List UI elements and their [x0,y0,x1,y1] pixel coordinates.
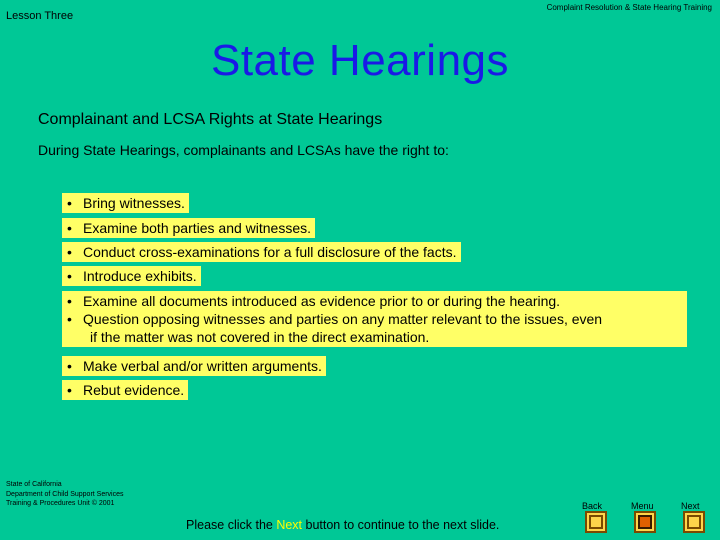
back-button[interactable] [585,511,607,533]
bullet-icon: • [67,220,72,236]
right-text: Question opposing witnesses and parties on any matter relevant to the issues, even [83,311,603,327]
next-icon [687,515,701,529]
right-text: Rebut evidence. [83,382,185,398]
right-item [62,356,326,376]
lesson-label: Lesson Three [6,10,74,22]
back-icon [589,515,603,529]
menu-button[interactable] [634,511,656,533]
bullet-icon: • [67,311,72,327]
right-text: Examine both parties and witnesses. [83,220,312,236]
next-button[interactable] [683,511,705,533]
section-subtitle: Complainant and LCSA Rights at State Hearings [38,111,383,128]
right-item [62,266,201,286]
right-text: Introduce exhibits. [83,268,197,284]
right-text: Examine all documents introduced as evidence prior to or during the hearing. [83,293,561,309]
intro-text: During State Hearings, complainants and LCSAs have the right to: [38,142,449,158]
next-label: Next [681,501,700,511]
right-text-continued: if the matter was not covered in the direct examination. [90,329,430,345]
menu-label: Menu [631,501,654,511]
right-text: Bring witnesses. [83,195,185,211]
org-line: Training & Procedures Unit © 2001 [6,500,115,507]
right-item [62,193,189,213]
message-text: Please click the [186,518,277,532]
right-text: Conduct cross-examinations for a full disclosure of the facts. [83,244,457,260]
bullet-icon: • [67,358,72,374]
organization-info [6,480,124,509]
course-title: Complaint Resolution & State Hearing Training [546,3,712,12]
menu-icon [638,515,652,529]
right-text: Make verbal and/or written arguments. [83,358,322,374]
page-title: State Hearings [210,36,510,85]
instruction-message [186,518,499,532]
message-text: button to continue to the next slide. [302,518,500,532]
bullet-icon: • [67,244,72,260]
right-item [62,242,461,262]
org-line: Department of Child Support Services [6,490,124,498]
org-line: State of California [6,481,62,488]
right-item [62,380,188,400]
bullet-icon: • [67,195,72,211]
back-label: Back [582,501,603,511]
bullet-icon: • [67,293,72,309]
right-item [62,218,315,238]
right-item-group [62,291,687,347]
bullet-icon: • [67,268,72,284]
bullet-icon: • [67,382,72,398]
message-next-word: Next [276,518,303,532]
